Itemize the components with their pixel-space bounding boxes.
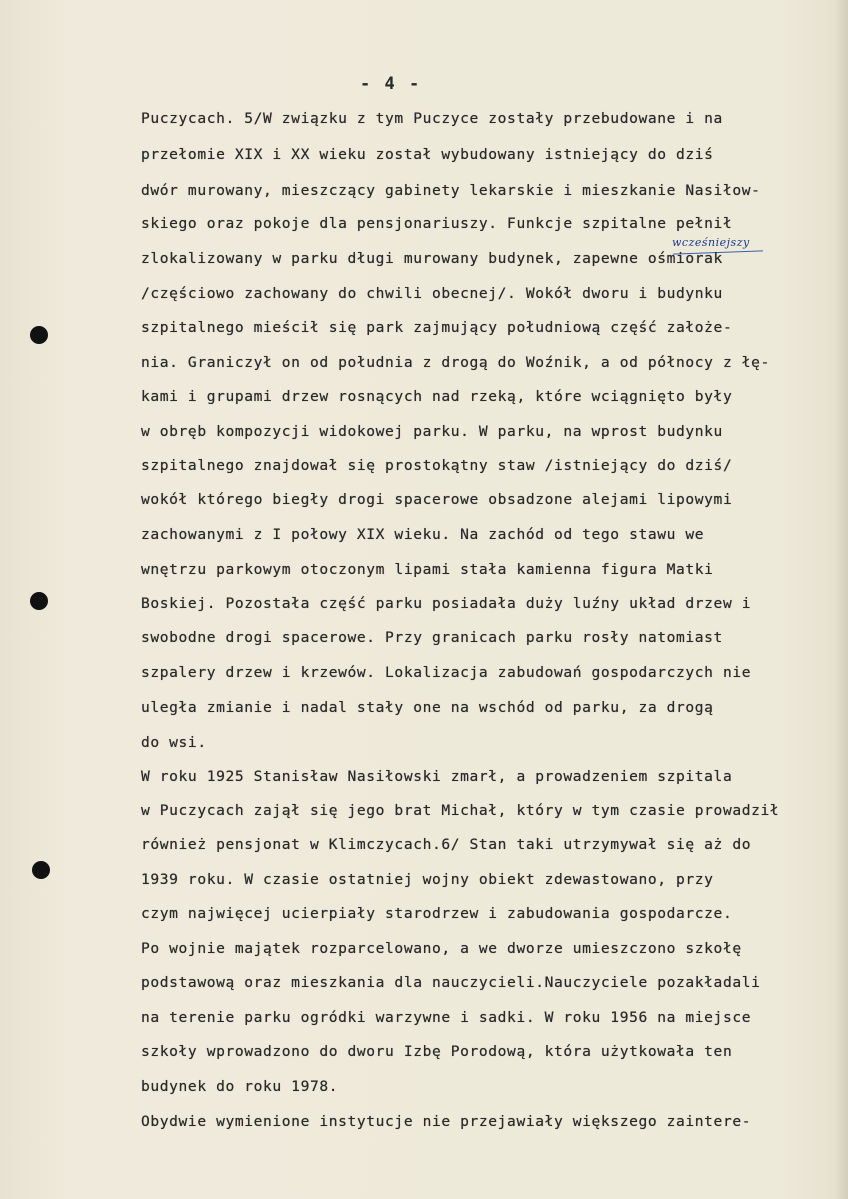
text-line: Puczycach. 5/W związku z tym Puczyce zostały przebudowane i na — [141, 110, 723, 127]
page-number: - 4 - — [360, 74, 422, 94]
page-edge-shadow — [834, 0, 848, 1199]
text-line: wnętrzu parkowym otoczonym lipami stała kamienna figura Matki — [141, 561, 714, 578]
text-line: również pensjonat w Klimczycach.6/ Stan taki utrzymywał się aż do — [141, 836, 752, 853]
text-line: Obydwie wymienione instytucje nie przejawiały większego zaintere- — [141, 1113, 752, 1130]
text-line: zachowanymi z I połowy XIX wieku. Na zachód od tego stawu we — [141, 526, 705, 543]
text-line: Po wojnie majątek rozparcelowano, a we dworze umieszczono szkołę — [141, 940, 742, 957]
text-line: zlokalizowany w parku długi murowany budynek, zapewne ośmiorak — [141, 250, 723, 267]
text-line: swobodne drogi spacerowe. Przy granicach parku rosły natomiast — [141, 629, 723, 646]
text-line: w Puczycach zajął się jego brat Michał, który w tym czasie prowadził — [141, 802, 780, 819]
text-line: szpitalnego znajdował się prostokątny staw /istniejący do dziś/ — [141, 457, 733, 474]
text-line: szpitalnego mieścił się park zajmujący południową część założe- — [141, 319, 733, 336]
text-line: podstawową oraz mieszkania dla nauczycieli.Nauczyciele pozakładali — [141, 974, 761, 991]
text-line: wokół którego biegły drogi spacerowe obsadzone alejami lipowymi — [141, 491, 733, 508]
text-line: szpalery drzew i krzewów. Lokalizacja zabudowań gospodarczych nie — [141, 664, 752, 681]
punch-hole — [32, 861, 50, 879]
text-line: szkoły wprowadzono do dworu Izbę Porodową, która użytkowała ten — [141, 1043, 733, 1060]
handwritten-correction: wcześniejszy — [672, 236, 750, 249]
text-line: w obręb kompozycji widokowej parku. W parku, na wprost budynku — [141, 423, 723, 440]
text-line: kami i grupami drzew rosnących nad rzeką, które wciągnięto były — [141, 388, 733, 405]
text-line: czym najwięcej ucierpiały starodrzew i zabudowania gospodarcze. — [141, 905, 733, 922]
punch-hole — [30, 326, 48, 344]
text-line: Boskiej. Pozostała część parku posiadała duży luźny układ drzew i — [141, 595, 752, 612]
text-line: nia. Graniczył on od południa z drogą do Woźnik, a od północy z łę- — [141, 354, 770, 371]
text-line: przełomie XIX i XX wieku został wybudowany istniejący do dziś — [141, 146, 714, 163]
text-line: dwór murowany, mieszczący gabinety lekarskie i mieszkanie Nasiłow- — [141, 182, 761, 199]
text-line: do wsi. — [141, 734, 207, 751]
text-line: skiego oraz pokoje dla pensjonariuszy. Funkcje szpitalne pełnił — [141, 215, 733, 232]
text-line: na terenie parku ogródki warzywne i sadki. W roku 1956 na miejsce — [141, 1009, 752, 1026]
text-line: W roku 1925 Stanisław Nasiłowski zmarł, a prowadzeniem szpitala — [141, 768, 733, 785]
text-line: /częściowo zachowany do chwili obecnej/. Wokół dworu i budynku — [141, 285, 723, 302]
text-line: uległa zmianie i nadal stały one na wschód od parku, za drogą — [141, 699, 714, 716]
text-line: 1939 roku. W czasie ostatniej wojny obiekt zdewastowano, przy — [141, 871, 714, 888]
text-line: budynek do roku 1978. — [141, 1078, 339, 1095]
punch-hole — [30, 592, 48, 610]
